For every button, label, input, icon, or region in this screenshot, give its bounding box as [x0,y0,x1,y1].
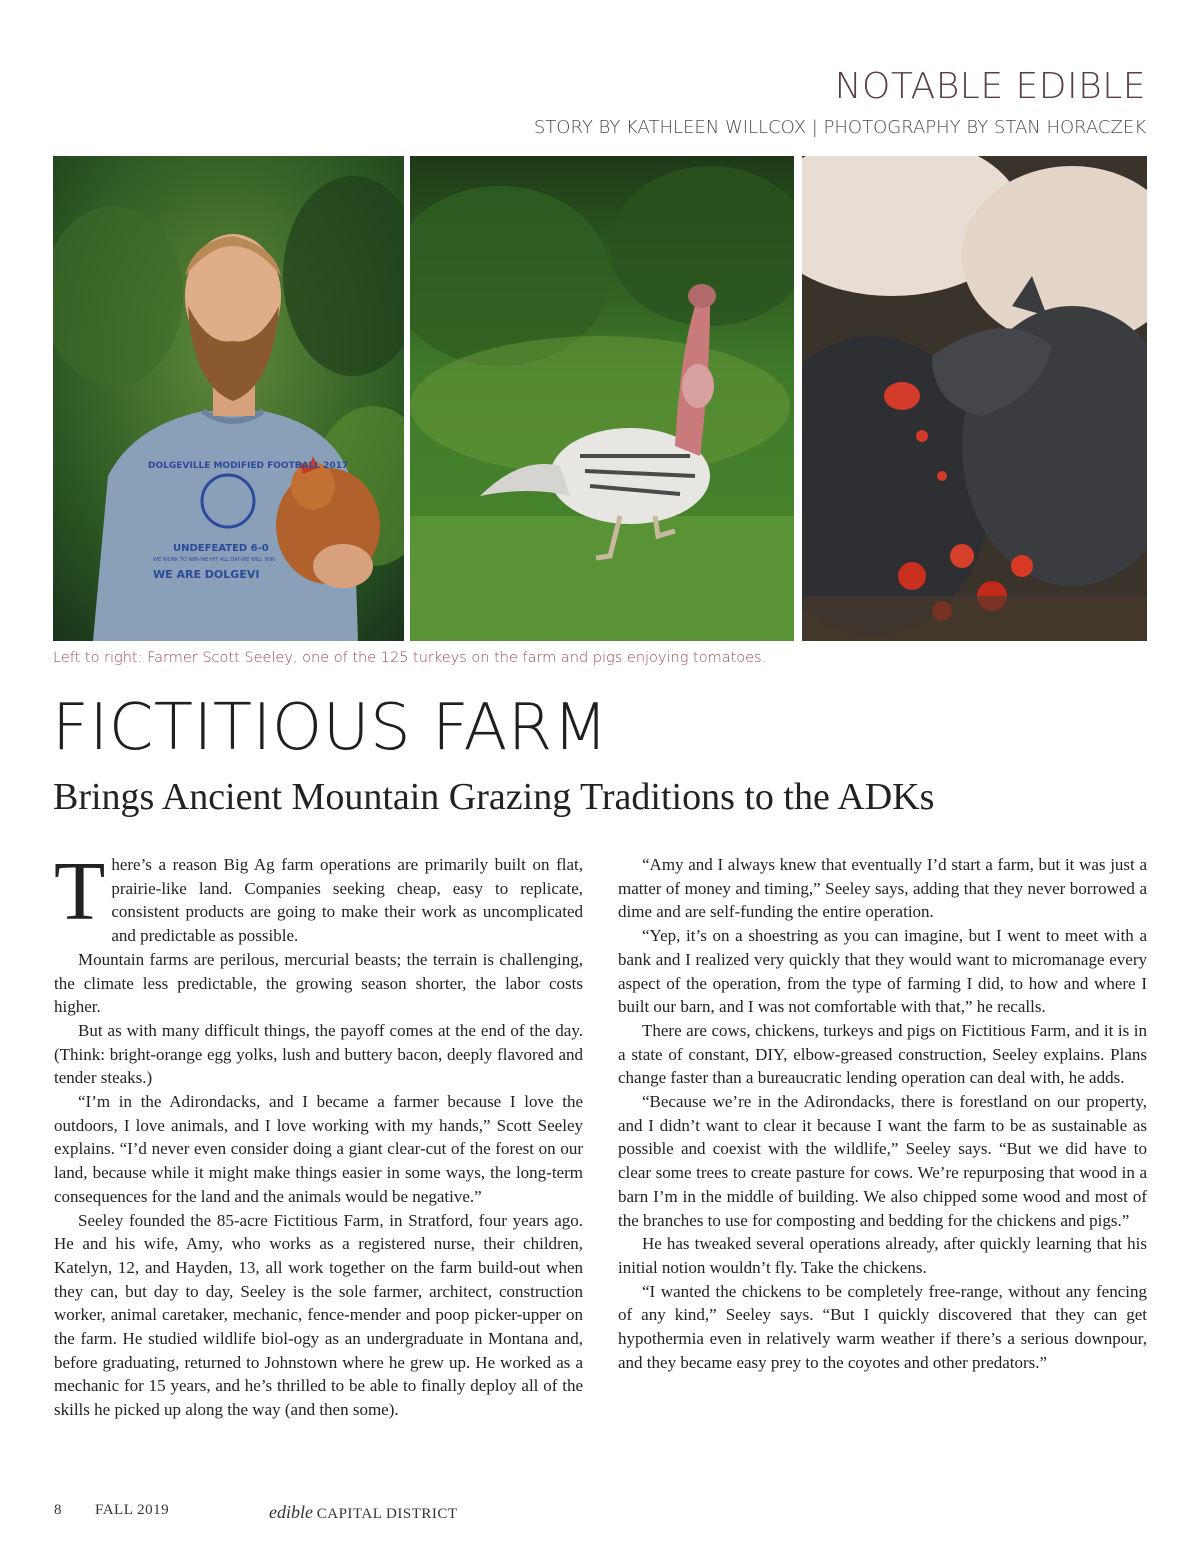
article-subhead: Brings Ancient Mountain Grazing Traditions to the ADKs [53,776,935,818]
page-number: 8 [54,1502,62,1518]
pigs-photo [802,156,1147,641]
shirt-text-1: DOLGEVILLE MODIFIED FOOTBALL 2017 [148,461,349,471]
paragraph: But as with many difficult things, the payoff comes at the end of the day. (Think: bright-orange egg yolks, lush and buttery bacon, deeply flavored and tender steaks.) [54,1020,583,1088]
drop-cap: T [54,845,106,938]
paragraph: “Amy and I always knew that eventually I’d start a farm, but it was just a matter of money and timing,” Seeley says, adding that they never borrowed a dime and are self-funding the entire operation. [618,855,1147,922]
paragraph: Seeley founded the 85-acre Fictitious Farm, in Stratford, four years ago. He and his wife, Amy, who works as a registered nurse, their children, Katelyn, 12, and Hayden, 13, all work together on the farm build-out when they can, but day to day, Seeley is the sole farmer, architect, construction worker, animal caretaker, mechanic, fence-mender and poop picker-upper on the farm. He studied wildlife biol-ogy as an undergraduate in Montana and, before graduating, returned to Johnstown where he grew up. He worked as a mechanic for 15 years, and he’s thrilled to be able to finally deploy all of the skills he picked up along the way (and then some). [54,1210,583,1420]
byline: STORY BY KATHLEEN WILLCOX | PHOTOGRAPHY BY STAN HORACZEK [533,117,1146,138]
paragraph: “I wanted the chickens to be completely free-range, without any fencing of any kind,” Seeley says. “But I quickly discovered that they can get hypothermia even in relatively warm weather if there’s a serious downpour, and they became easy prey to the coyotes and other predators.” [618,1281,1147,1372]
photo-caption: Left to right: Farmer Scott Seeley, one of the 125 turkeys on the farm and pigs enjoying tomatoes. [53,650,767,666]
shirt-text-4: WE ARE DOLGEVI [153,568,260,581]
article-column-left [54,845,583,1422]
article-headline: FICTITIOUS FARM [52,691,609,765]
paragraph: He has tweaked several operations already, after quickly learning that his initial notion wouldn’t fly. Take the chickens. [618,1234,1147,1277]
section-label: NOTABLE EDIBLE [834,66,1146,107]
issue-label: FALL 2019 [95,1502,170,1518]
turkey-photo [410,156,794,641]
article-column-right [618,853,1147,1374]
magazine-brand: edible CAPITAL DISTRICT [269,1502,458,1522]
paragraph: “I’m in the Adirondacks, and I became a farmer because I love the outdoors, I love animals, and I love working with my hands,” Scott Seeley explains. “I’d never even consider doing a giant clear-cut of the forest on our land, because while it might make things easier in some ways, the long-term consequences for the land and the animals would be negative.” [54,1092,583,1206]
paragraph: There’s a reason Big Ag farm operations are primarily built on flat, prairie-like land. Companies seeking cheap, easy to replicate, consistent products are going to make their work as uncomplicated and predictable as possible. [54,845,583,946]
paragraph: There are cows, chickens, turkeys and pigs on Fictitious Farm, and it is in a state of constant, DIY, elbow-greased construction, Seeley explains. Plans change faster than a bureaucratic lending operation can deal with, he adds. [618,1020,1147,1088]
paragraph: Mountain farms are perilous, mercurial beasts; the terrain is challenging, the climate less predictable, the growing season shorter, the labor costs higher. [54,949,583,1017]
shirt-text-2: UNDEFEATED 6-0 [173,543,269,554]
paragraph: “Because we’re in the Adirondacks, there is forestland on our property, and I didn’t want to clear it because I want the farm to be as sustainable as possible and coexist with the wildlife,” Seeley says. “But we did have to clear some trees to create pasture for cows. We’re repurposing that wood in a barn I’m in the middle of building. We also chipped some wood and most of the branches to use for composting and bedding for the chickens and pigs.” [618,1092,1147,1230]
paragraph: “Yep, it’s on a shoestring as you can imagine, but I went to meet with a bank and I realized very quickly that they would want to micromanage every aspect of the operation, from the type of farming I did, to how and where I built our barn, and I was not comfortable with that,” he recalls. [618,926,1147,1017]
shirt-text-3: WE WORK TO WIN-WE HIT ALL DAY-WE WILL WIN [153,557,275,563]
farmer-photo [53,156,404,641]
